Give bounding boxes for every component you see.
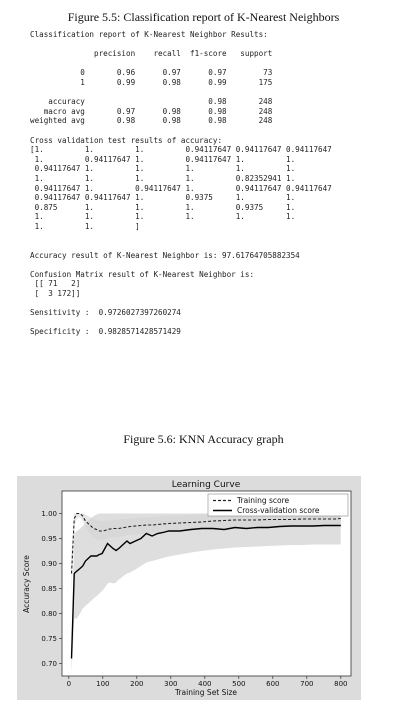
report-line: [ 3 172]] <box>30 289 81 299</box>
y-tick-label: 0.70 <box>41 660 57 668</box>
report-line: precision recall f1-score support <box>30 49 273 59</box>
x-tick-label: 700 <box>300 680 314 688</box>
report-line <box>30 241 332 251</box>
report-line: 1 0.99 0.98 0.99 175 <box>30 77 273 87</box>
report-line: macro avg 0.97 0.98 0.98 248 <box>30 106 273 116</box>
report-line: 0.875 1. 1. 1. 0.9375 1. <box>30 202 296 212</box>
y-tick-label: 0.90 <box>41 560 57 568</box>
report-line <box>30 59 332 69</box>
report-line: weighted avg 0.98 0.98 0.98 248 <box>30 116 273 126</box>
report-line: accuracy 0.98 248 <box>30 97 273 107</box>
report-line: Specificity : 0.9828571428571429 <box>30 327 181 337</box>
y-tick-label: 0.80 <box>41 610 57 618</box>
report-line: 1. 1. 1. 1. 0.82352941 1. <box>30 173 296 183</box>
report-line: 0.94117647 1. 0.94117647 1. 0.94117647 0.94117647 <box>30 183 332 193</box>
y-tick-label: 1.00 <box>41 510 57 518</box>
x-tick-label: 800 <box>334 680 348 688</box>
report-line <box>30 88 332 98</box>
legend <box>208 494 348 516</box>
report-line: [[ 71 2] <box>30 279 81 289</box>
legend-cv-label: Cross-validation score <box>237 506 320 515</box>
report-line: Sensitivity : 0.9726027397260274 <box>30 308 181 318</box>
report-line: 1. 1. ] <box>30 221 140 231</box>
figure-5-5-caption: Figure 5.5: Classification report of K-Nearest Neighbors <box>67 10 340 24</box>
report-line: Classification report of K-Nearest Neighbor Results: <box>30 30 268 39</box>
report-line: 0.94117647 1. 1. 1. 1. 1. <box>30 164 296 174</box>
x-tick-label: 500 <box>232 680 246 688</box>
report-line: Confusion Matrix result of K-Nearest Neighbor is: <box>30 269 255 279</box>
report-line: 1. 1. 1. 1. 1. 1. <box>30 212 296 222</box>
report-line <box>30 260 332 270</box>
report-line: 0 0.96 0.97 0.97 73 <box>30 68 273 78</box>
classification-report-output <box>30 30 332 337</box>
learning-curve-chart <box>17 476 361 700</box>
x-tick-label: 400 <box>198 680 212 688</box>
report-line <box>30 299 332 309</box>
report-line: 1. 0.94117647 1. 0.94117647 1. 1. <box>30 154 296 164</box>
x-tick-label: 200 <box>130 680 144 688</box>
x-axis-label: Training Set Size <box>174 688 238 697</box>
report-line: [1. 1. 1. 0.94117647 0.94117647 0.94117647 <box>30 145 332 155</box>
report-line <box>30 231 332 241</box>
report-line: 0.94117647 0.94117647 1. 0.9375 1. 1. <box>30 193 296 203</box>
figure-5-6-caption: Figure 5.6: KNN Accuracy graph <box>123 432 284 446</box>
x-tick-label: 0 <box>66 680 72 688</box>
y-tick-label: 0.85 <box>41 585 57 593</box>
report-line: Cross validation test results of accuracy: <box>30 135 223 145</box>
y-axis-label: Accuracy Score <box>22 555 31 613</box>
report-line <box>30 40 332 50</box>
legend-train-label: Training score <box>237 496 290 505</box>
y-tick-label: 0.75 <box>41 635 57 643</box>
x-tick-label: 100 <box>96 680 110 688</box>
x-tick-label: 600 <box>266 680 280 688</box>
report-line: Accuracy result of K-Nearest Neighbor is: 97.61764705882354 <box>30 250 300 260</box>
y-tick-label: 0.95 <box>41 535 57 543</box>
report-line <box>30 126 332 136</box>
learning-curve-figure <box>17 476 361 700</box>
report-line <box>30 318 332 328</box>
x-tick-label: 300 <box>164 680 178 688</box>
chart-title: Learning Curve <box>171 480 241 490</box>
